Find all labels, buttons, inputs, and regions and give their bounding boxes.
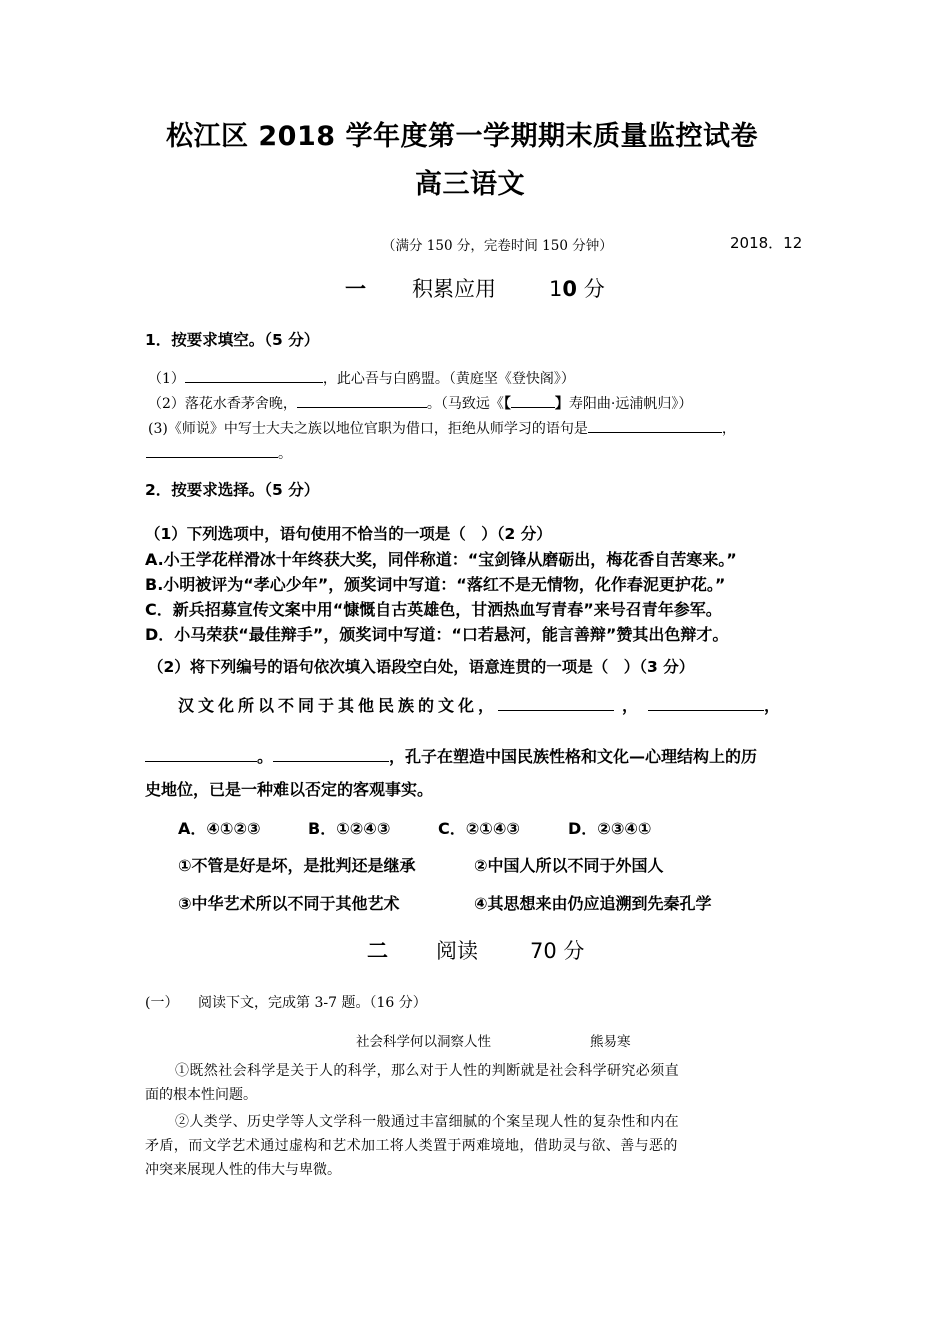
exam-subtitle: 高三语文 (415, 169, 525, 200)
exam-info: （满分 150 分，完卷时间 150 分钟） (382, 238, 613, 254)
q1-item1: （1） ，此心吾与白鸥盟。（黄庭坚《登快阁》） (148, 368, 575, 388)
q1-item3: (3)《师说》中写士大夫之族以地位官职为借口，拒绝从师学习的语句是 ， (148, 418, 736, 438)
passage-line1: 汉文化所以不同于其他民族的文化， ， ， (178, 696, 785, 715)
choice-a[interactable]: A．④①②③ (178, 819, 261, 838)
passage-blank-2[interactable] (648, 694, 764, 711)
choice-c[interactable]: C．②①④③ (438, 819, 520, 838)
section2-score: 70 分 (530, 939, 585, 963)
passage-line3: 史地位，已是一种难以否定的客观事实。 (145, 780, 434, 799)
exam-title: 松江区 2018 学年度第一学期期末质量监控试卷 (166, 121, 758, 152)
reading-instruction: 阅读下文，完成第 3-7 题。（16 分） (198, 995, 427, 1011)
paragraph-2-line-2: 矛盾，而文学艺术通过虚构和艺术加工将人类置于两难境地，借助灵与欲、善与恶的 (145, 1138, 678, 1154)
answer-blank[interactable] (297, 393, 427, 408)
q1-heading: 1．按要求填空。（5 分） (145, 331, 320, 349)
article-title: 社会科学何以洞察人性 (356, 1034, 491, 1050)
exam-date: 2018．12 (730, 234, 803, 252)
paragraph-2-line-1: ②人类学、历史学等人文学科一般通过丰富细腻的个案呈现人性的复杂性和内在 (175, 1114, 679, 1130)
q2-option-d: D．小马荣获“最佳辩手”，颁奖词中写道：“口若悬河，能言善辩”赞其出色辩才。 (145, 625, 729, 644)
passage-blank-1[interactable] (498, 694, 614, 711)
sentence-4: ④其思想来由仍应追溯到先秦孔学 (474, 894, 712, 913)
q2-sub1-stem: （1）下列选项中，语句使用不恰当的一项是（ ）（2 分） (145, 525, 552, 543)
passage-line2: 。 ，孔子在塑造中国民族性格和文化—心理结构上的历 (145, 744, 757, 767)
choice-d[interactable]: D．②③④① (568, 819, 652, 838)
section2-number: 二 (367, 939, 388, 963)
answer-blank[interactable] (185, 368, 323, 383)
q1-item2: （2）落花水香茅舍晚， 。（马致远《【 】寿阳曲·远浦帆归》） (148, 393, 692, 413)
passage-blank-4[interactable] (273, 745, 389, 762)
q2-heading: 2．按要求选择。（5 分） (145, 481, 320, 499)
section1-name: 积累应用 (412, 277, 496, 301)
reading-part-label: (一） (145, 995, 179, 1011)
q2-sub2-stem: （2）将下列编号的语句依次填入语段空白处，语意连贯的一项是（ ）（3 分） (148, 658, 695, 676)
section1-number: 一 (345, 277, 366, 301)
dynasty-blank[interactable] (511, 393, 555, 408)
answer-blank[interactable] (146, 443, 278, 458)
section2-name: 阅读 (436, 939, 478, 963)
sentence-1: ①不管是好是坏，是批判还是继承 (178, 856, 416, 875)
sentence-2: ②中国人所以不同于外国人 (474, 856, 664, 875)
paragraph-2-line-3: 冲突来展现人性的伟大与卑微。 (145, 1162, 341, 1178)
sentence-3: ③中华艺术所以不同于其他艺术 (178, 894, 400, 913)
paragraph-1-line-2: 面的根本性问题。 (145, 1087, 257, 1103)
article-author: 熊易寒 (590, 1034, 631, 1050)
q2-option-b: B.小明被评为“孝心少年”，颁奖词中写道：“落红不是无情物，化作春泥更护花。” (145, 575, 726, 594)
paragraph-1-line-1: ①既然社会科学是关于人的科学，那么对于人性的判断就是社会科学研究必须直 (175, 1063, 679, 1079)
q1-item3-cont: 。 (146, 443, 292, 463)
q2-option-c: C．新兵招募宣传文案中用“慷慨自古英雄色，甘洒热血写青春”来号召青年参军。 (145, 600, 722, 619)
passage-blank-3[interactable] (145, 745, 257, 762)
q2-option-a: A.小王学花样滑冰十年终获大奖，同伴称道：“宝剑锋从磨砺出，梅花香自苦寒来。” (145, 550, 737, 569)
choice-b[interactable]: B．①②④③ (308, 819, 391, 838)
answer-blank[interactable] (588, 418, 722, 433)
section1-score: 10 分 (549, 277, 605, 301)
